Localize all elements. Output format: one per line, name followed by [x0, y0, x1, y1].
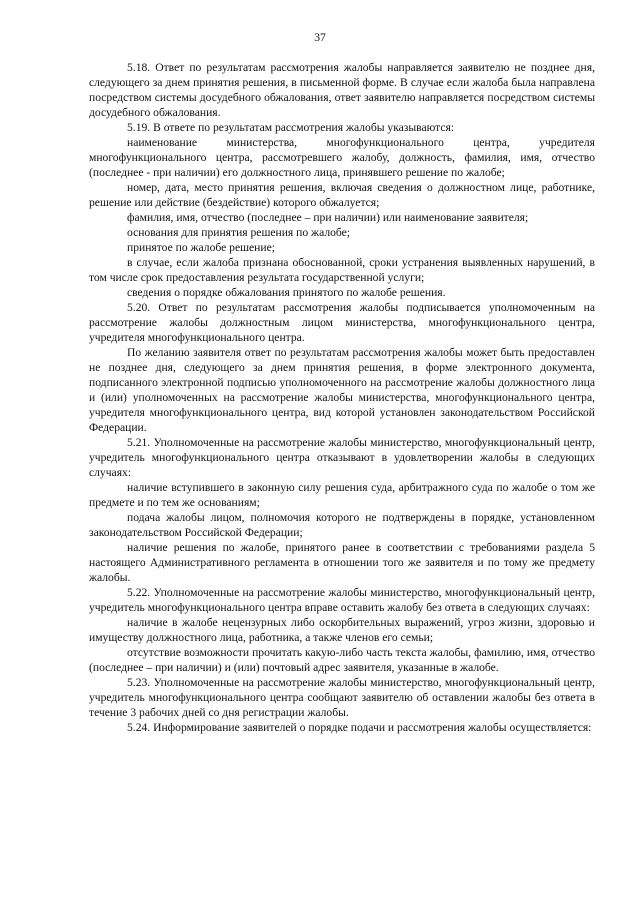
document-body	[89, 60, 595, 735]
list-item: номер, дата, место принятия решения, включая сведения о должностном лице, работнике, решение или действие (бездействие) которого обжалуется;	[89, 181, 595, 209]
list-item: принятое по жалобе решение;	[127, 241, 275, 254]
paragraph-5-21: 5.21. Уполномоченные на рассмотрение жалобы министерство, многофункциональный центр, учредитель многофункционального центра отказывают в удовлетворении жалобы в следующих случаях:	[89, 436, 595, 479]
page-number: 37	[314, 31, 326, 44]
list-item: сведения о порядке обжалования принятого по жалобе решения.	[127, 286, 446, 299]
list-item: отсутствие возможности прочитать какую-либо часть текста жалобы, фамилию, имя, отчество (последнее – при наличии) и (или) почтовый адрес заявителя, указанные в жалобе.	[89, 646, 595, 674]
list-item: основания для принятия решения по жалобе;	[127, 226, 351, 239]
list-item: подача жалобы лицом, полномочия которого не подтверждены в порядке, установленном законодательством Российской Федерации;	[89, 511, 595, 539]
paragraph: По желанию заявителя ответ по результатам рассмотрения жалобы может быть предоставлен не позднее дня, следующего за днем принятия решения, в форме электронного документа, подписанного электронной подписью уполномоченного на рассмотрение жалобы должностного лица и (или) уполномоченных на рассмотрение жалобы министерства, многофункционального центра, учредителя многофункционального центра, вид которой установлен законодательством Российской Федерации.	[89, 346, 595, 434]
paragraph-5-20: 5.20. Ответ по результатам рассмотрения жалобы подписывается уполномоченным на рассмотрение жалобы должностным лицом министерства, многофункционального центра, учредителя многофункционального центра.	[89, 301, 595, 344]
list-item: наличие решения по жалобе, принятого ранее в соответствии с требованиями раздела 5 настоящего Административного регламента в отношении того же заявителя и по тому же предмету жалобы.	[89, 541, 595, 584]
paragraph-5-23: 5.23. Уполномоченные на рассмотрение жалобы министерство, многофункциональный центр, учредитель многофункционального центра сообщают заявителю об оставлении жалобы без ответа в течение 3 рабочих дней со дня регистрации жалобы.	[89, 676, 595, 719]
paragraph-5-22: 5.22. Уполномоченные на рассмотрение жалобы министерство, многофункциональный центр, учредитель многофункционального центра вправе оставить жалобу без ответа в следующих случаях:	[89, 586, 595, 614]
paragraph-5-24: 5.24. Информирование заявителей о порядке подачи и рассмотрения жалобы осуществляется:	[127, 721, 592, 734]
paragraph-5-18: 5.18. Ответ по результатам рассмотрения жалобы направляется заявителю не позднее дня, следующего за днем принятия решения, в письменной форме. В случае если жалоба была направлена посредством системы досудебного обжалования, ответ заявителю направляется посредством системы досудебного обжалования.	[89, 61, 595, 119]
list-item: наличие вступившего в законную силу решения суда, арбитражного суда по жалобе о том же предмете и по тем же основаниям;	[89, 481, 595, 509]
list-item: фамилия, имя, отчество (последнее – при наличии) или наименование заявителя;	[127, 211, 529, 224]
list-item: наименование министерства, многофункционального центра, учредителя многофункционального центра, рассмотревшего жалобу, должность, фамилия, имя, отчество (последнее - при наличии) его должностного лица, принявшего решение по жалобе;	[89, 136, 595, 179]
paragraph-5-19: 5.19. В ответе по результатам рассмотрения жалобы указываются:	[127, 121, 455, 134]
list-item: наличие в жалобе нецензурных либо оскорбительных выражений, угроз жизни, здоровью и имуществу должностного лица, работника, а также членов его семьи;	[89, 616, 595, 644]
list-item: в случае, если жалоба признана обоснованной, сроки устранения выявленных нарушений, в том числе срок предоставления результата государственной услуги;	[89, 256, 595, 284]
